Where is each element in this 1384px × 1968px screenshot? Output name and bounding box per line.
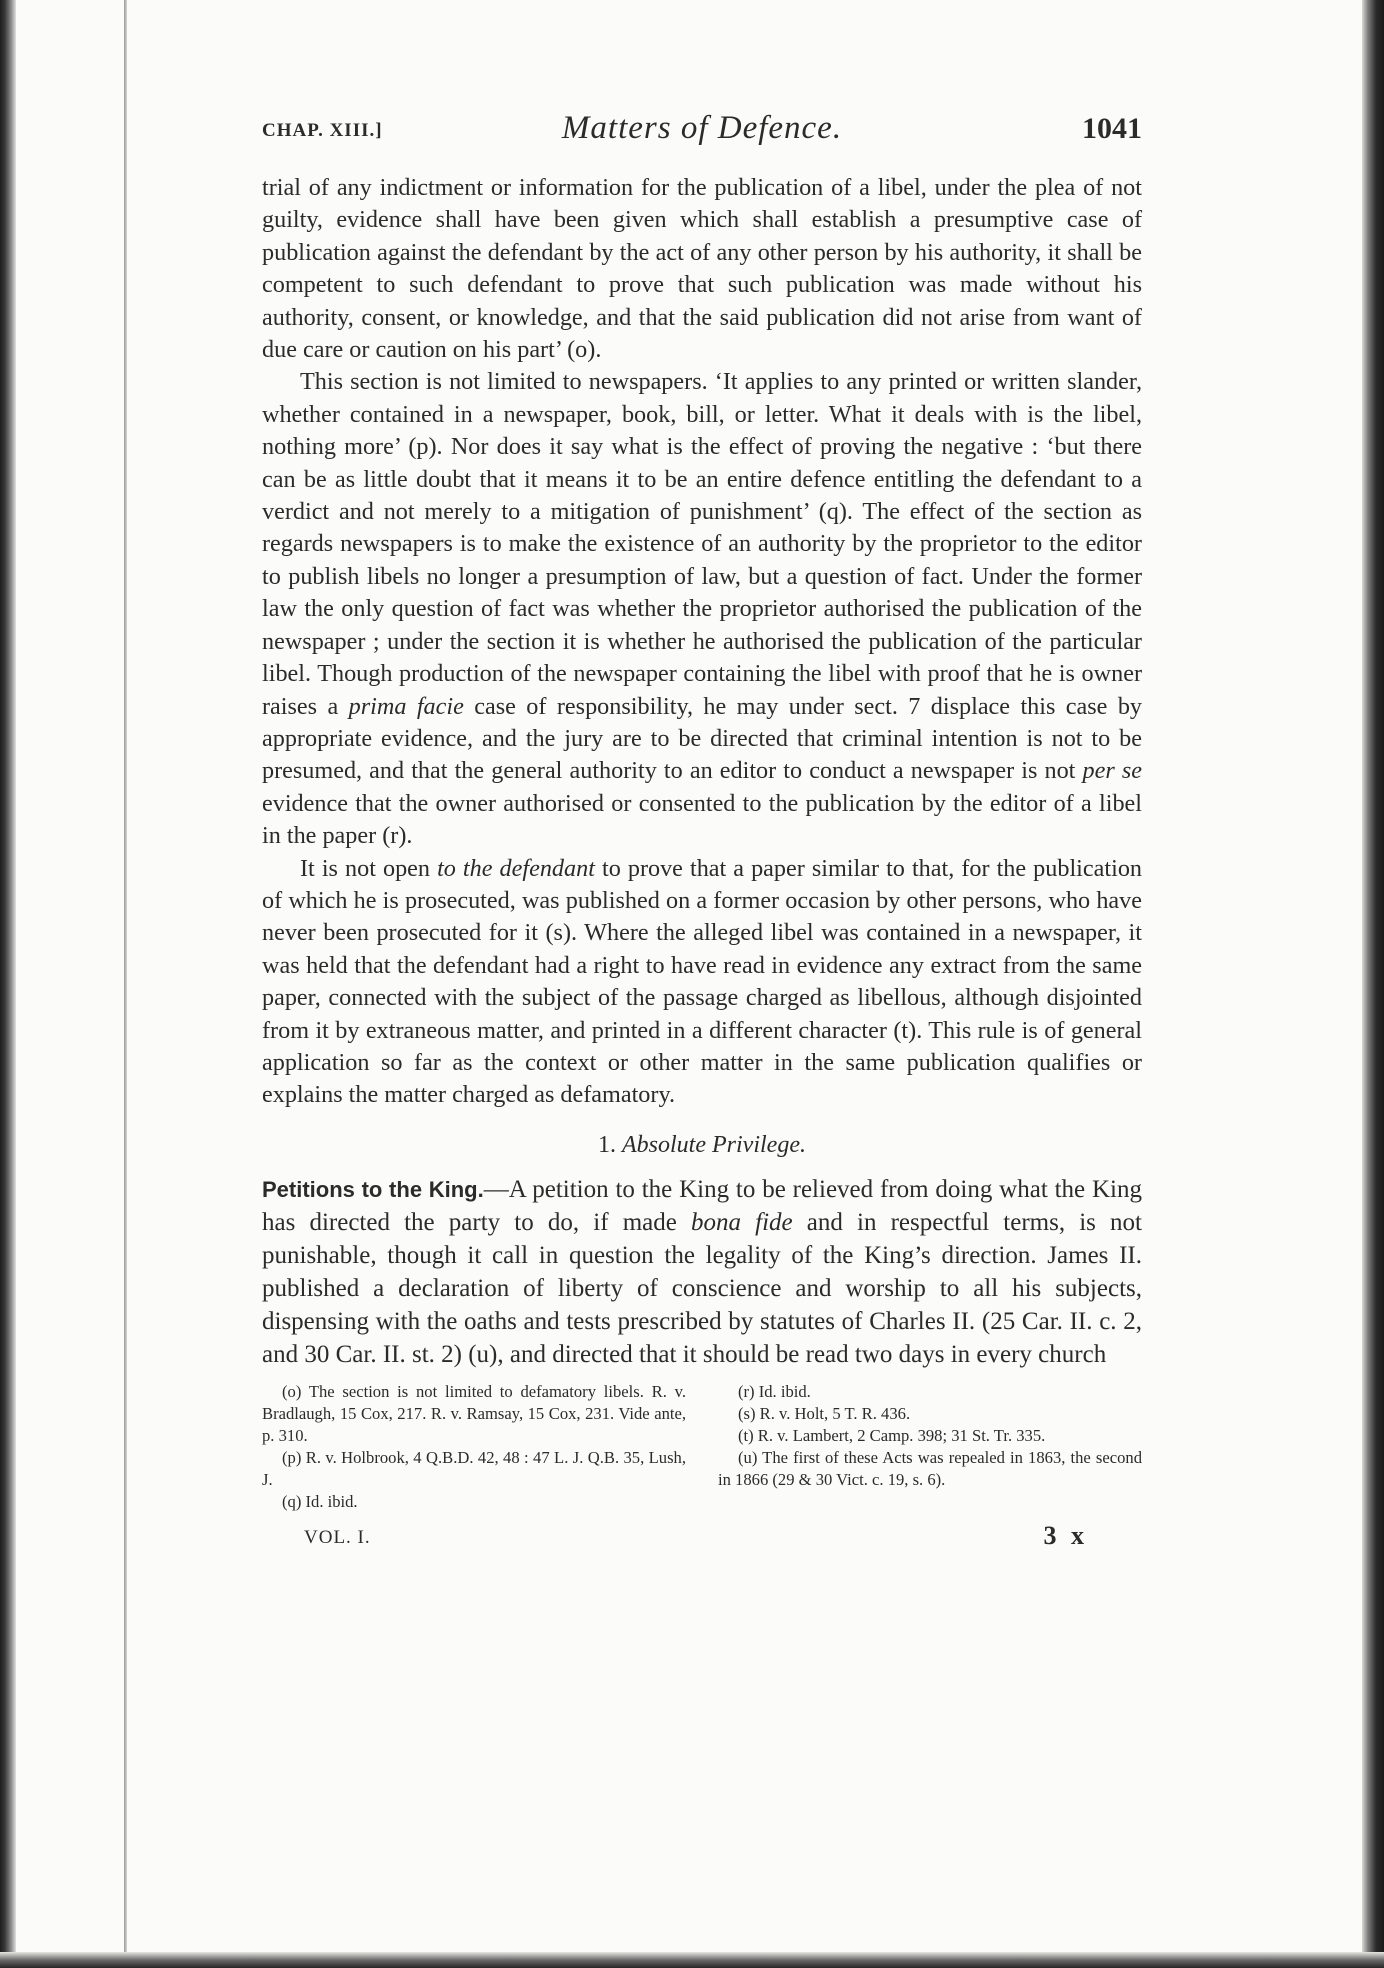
text-run: —A petition to the King to be relieved from doing what the King has directed the party to do, if made	[262, 1175, 1142, 1236]
text-run: evidence that the owner authorised or consented to the publication by the editor of a libel in the paper (r).	[262, 789, 1142, 850]
chapter-label: CHAP. XIII.]	[262, 120, 383, 141]
footnote-t: (t) R. v. Lambert, 2 Camp. 398; 31 St. Tr. 335.	[738, 1425, 1046, 1445]
italic-term: per se	[1082, 757, 1142, 785]
page-gutter-line	[124, 0, 127, 1968]
footnotes	[262, 1381, 1142, 1513]
footnote-s: (s) R. v. Holt, 5 T. R. 436.	[738, 1403, 911, 1423]
book-page	[262, 110, 1142, 1561]
signature-mark: 3 x	[1043, 1520, 1088, 1550]
text-run: This section is not limited to newspapers. ‘It applies to any printed or written slander, whether contained in a newspaper, book, bill, or letter. What it deals with is the libel, nothing more’ (p). Nor does it say what is the effect of proving the negative : ‘but there can be as little doubt that it means it to be an entire defence entitling the defendant to a verdict and not merely to a mitigation of punishment’ (q). The effect of the section as regards newspapers is to make the existence of an authority by the proprietor to the editor to publish libels no longer a presumption of law, but a question of fact. Under the former law the only question of fact was whether the proprietor authorised the publication of the newspaper ; under the section it is whether he authorised the publication of the particular libel. Though production of the newspaper containing the libel with proof that he is owner raises a	[262, 368, 1142, 720]
page-footer	[262, 1521, 1142, 1561]
text-run: It is not open	[300, 854, 438, 882]
text-run: case of responsibility, he may under sect. 7 displace this case by appropriate evidence, and the jury are to be directed that criminal intention is not to be presumed, and that the general authority to an editor to conduct a newspaper is not	[262, 692, 1143, 785]
page-bottom-edge	[0, 1952, 1384, 1968]
volume-label: VOL. I.	[304, 1526, 371, 1548]
book-binding-left-edge	[0, 0, 16, 1968]
italic-term: to the defendant	[437, 854, 595, 882]
paragraph-similar-paper	[262, 853, 1142, 1112]
footnote-p: (p) R. v. Holbrook, 4 Q.B.D. 42, 48 : 47 L. J. Q.B. 35, Lush, J.	[262, 1447, 686, 1489]
run-in-heading: Petitions to the King.	[262, 1176, 484, 1202]
section-number: 1.	[598, 1131, 617, 1158]
book-binding-right-edge	[1362, 0, 1384, 1968]
footnotes-right-column	[718, 1381, 1142, 1513]
footnotes-left-column	[262, 1381, 686, 1513]
section-title: Absolute Privilege.	[622, 1131, 806, 1158]
text-run: to prove that a paper similar to that, for the publication of which he is prosecuted, was published on a former occasion by other persons, who have never been prosecuted for it (s). Where the alleged libel was contained in a newspaper, it was held that the defendant had a right to have read in evidence any extract from the same paper, connected with the subject of the passage charged as libellous, although disjointed from it by extraneous matter, and printed in a different character (t). This rule is of general application so far as the context or other matter in the same publication qualifies or explains the matter charged as defamatory.	[262, 854, 1143, 1109]
running-head	[262, 110, 1142, 156]
page-number: 1041	[1082, 112, 1142, 145]
footnote-o: (o) The section is not limited to defamatory libels. R. v. Bradlaugh, 15 Cox, 217. R. v. Ramsay, 15 Cox, 231. Vide ante, p. 310.	[262, 1381, 686, 1445]
footnote-q: (q) Id. ibid.	[282, 1491, 358, 1511]
main-text	[262, 172, 1142, 1112]
paragraph-section-scope	[262, 366, 1142, 852]
text-run: and in respectful terms, is not punishable, though it call in question the legality of the King’s direction. James II. published a declaration of liberty of conscience and worship to all his subjects, dispensing with the oaths and tests prescribed by statutes of Charles II. (25 Car. II. c. 2, and 30 Car. II. st. 2) (u), and directed that it should be read two days in every church	[262, 1208, 1142, 1368]
footnote-r: (r) Id. ibid.	[738, 1381, 811, 1401]
section-heading	[262, 1132, 1142, 1159]
paragraph-petitions	[262, 1173, 1142, 1371]
page-title: Matters of Defence.	[561, 110, 843, 146]
footnote-u: (u) The first of these Acts was repealed in 1863, the second in 1866 (29 & 30 Vict. c. 19, s. 6).	[718, 1447, 1142, 1489]
privilege-text	[262, 1173, 1142, 1371]
italic-term: prima facie	[348, 692, 464, 720]
italic-term: bona fide	[690, 1208, 793, 1236]
paragraph-continued: trial of any indictment or information for the publication of a libel, under the plea of not guilty, evidence shall have been given which shall establish a presumptive case of publication against the defendant by the act of any other person by his authority, it shall be competent to such defendant to prove that such publication was made without his authority, consent, or knowledge, and that the said publication did not arise from want of due care or caution on his part’ (o).	[262, 174, 1142, 364]
